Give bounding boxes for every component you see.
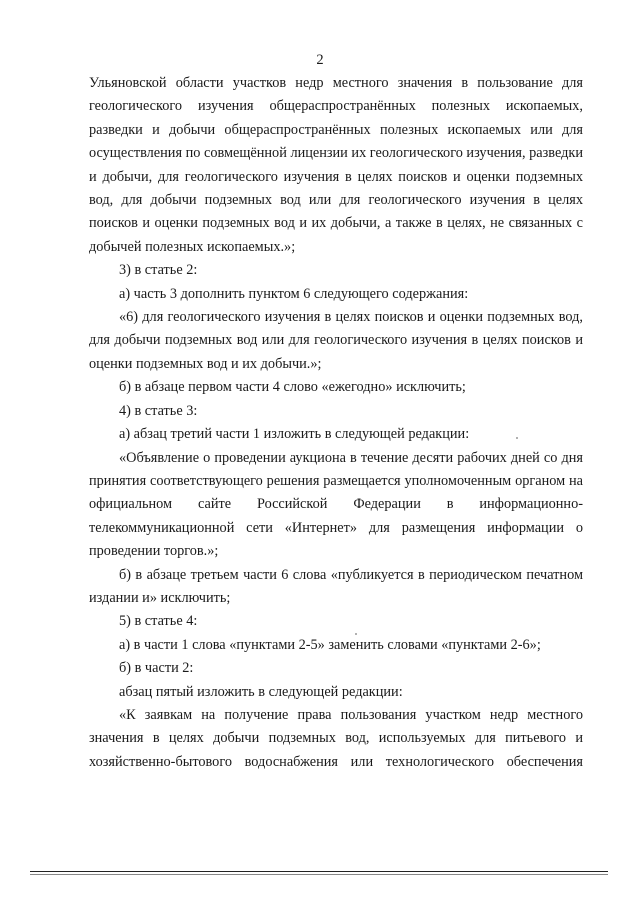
paragraph-item-3a: а) часть 3 дополнить пунктом 6 следующего содержания:	[119, 285, 469, 302]
paragraph-item-5b-instruction: абзац пятый изложить в следующей редакции:	[119, 683, 403, 700]
paragraph-item-4a: а) абзац третий части 1 изложить в следующей редакции:	[119, 426, 470, 443]
scan-speck	[516, 437, 518, 439]
paragraph-quote-announcement: «Объявление о проведении аукциона в течение десяти рабочих дней со дня принятия соответствующего решения размещается уполномоченным органом на официальном сайте Российской Федерации в информационно-телекоммуникационной сети «Интернет» для размещения информации о проведении торгов.»;	[89, 449, 583, 560]
paragraph-continuation: Ульяновской области участков недр местного значения в пользование для геологического изучения общераспространённых полезных ископаемых, разведки и добычи общераспространённых полезных ископаемых или для осуществления по совмещённой лицензии их геологического изучения, разведки и добычи, для геологического изучения в целях поисков и оценки подземных вод, для добычи подземных вод или для геологического изучения в целях поисков и оценки подземных вод и их добычи, а также в целях, не связанных с добычей полезных ископаемых.»;	[89, 75, 583, 255]
paragraph-item-4: 4) в статье 3:	[119, 402, 198, 419]
bottom-rule-shadow	[30, 874, 608, 875]
paragraph-item-4b: б) в абзаце третьем части 6 слова «публикуется в периодическом печатном издании и» исключить;	[89, 566, 583, 606]
paragraph-item-5b: б) в части 2:	[119, 660, 194, 677]
paragraph-item-5: 5) в статье 4:	[119, 613, 198, 630]
scan-speck	[355, 633, 357, 635]
paragraph-item-3: 3) в статье 2:	[119, 262, 198, 279]
paragraph-item-5a: а) в части 1 слова «пунктами 2-5» заменить словами «пунктами 2-6»;	[119, 636, 541, 653]
document-body	[89, 72, 583, 774]
page-number: 2	[316, 52, 324, 68]
paragraph-quote-6: «6) для геологического изучения в целях поисков и оценки подземных вод, для добычи подземных вод или для геологического изучения в целях поисков и оценки подземных вод и их добычи.»;	[89, 309, 583, 372]
paragraph-quote-applications: «К заявкам на получение права пользования участком недр местного значения в целях добычи подземных вод, используемых для питьевого и хозяйственно-бытового водоснабжения или технологического обеспечения	[89, 706, 583, 770]
paragraph-item-3b: б) в абзаце первом части 4 слово «ежегодно» исключить;	[119, 379, 466, 396]
bottom-rule	[30, 871, 608, 872]
